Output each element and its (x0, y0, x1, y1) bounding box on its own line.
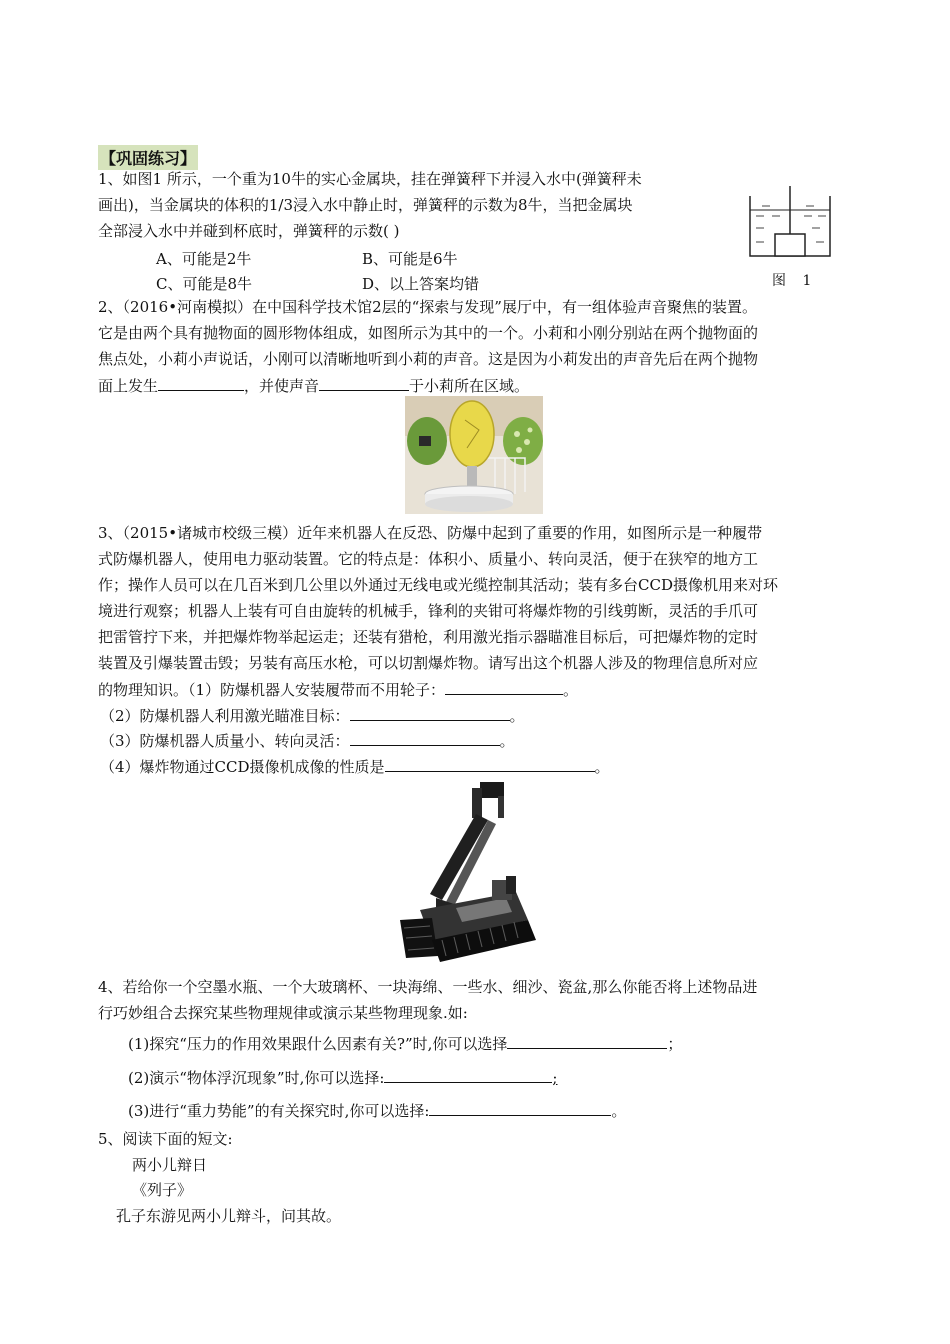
q3-line-6: 装置及引爆装置击毁；另装有高压水枪，可以切割爆炸物。请写出这个机器人涉及的物理信息所对应 (98, 654, 759, 672)
q1-line-3: 全部浸入水中并碰到杯底时，弹簧秤的示数( ) (98, 222, 400, 240)
q3-sub-3-end: 。 (499, 732, 515, 750)
sound-focus-device-photo (405, 396, 543, 514)
q2-line-1: 2、（2016•河南模拟）在中国科学技术馆2层的“探索与发现”展厅中，有一组体验声音聚焦的装置。 (98, 298, 757, 316)
q5-story-title: 两小儿辩日 (132, 1156, 208, 1174)
q2-line-2: 它是由两个具有抛物面的圆形物体组成，如图所示为其中的一个。小莉和小刚分别站在两个抛物面的 (98, 324, 759, 342)
q4-answer-blank-2[interactable] (384, 1068, 552, 1083)
q3-line-1: 3、（2015•诸城市校级三模）近年来机器人在反恐、防爆中起到了重要的作用，如图所示是一种履带 (98, 524, 763, 542)
q3-line-2: 式防爆机器人，使用电力驱动装置。它的特点是：体积小、质量小、转向灵活，便于在狭窄的地方工 (98, 550, 759, 568)
q2-text-c: 于小莉所在区域。 (409, 377, 530, 395)
bomb-disposal-robot-image (396, 780, 542, 964)
q3-sub-1-end: 。 (563, 681, 579, 699)
q4-answer-blank-3[interactable] (429, 1101, 611, 1116)
q3-sub-2-end: 。 (509, 707, 525, 725)
q3-sub-4-text: （4）爆炸物通过CCD摄像机成像的性质是 (100, 758, 385, 776)
q3-sub-2-text: （2）防爆机器人利用激光瞄准目标： (100, 707, 350, 725)
q3-sub-1-text: 的物理知识。（1）防爆机器人安装履带而不用轮子： (98, 681, 446, 699)
q4-sub-1-text: (1)探究“压力的作用效果跟什么因素有关?”时,你可以选择 (128, 1035, 508, 1053)
section-title: 【巩固练习】 (98, 145, 198, 170)
q3-sub-4-end: 。 (594, 758, 610, 776)
figure-1-caption: 图 1 (772, 273, 818, 289)
q5-story-text: 孔子东游见两小儿辩斗，问其故。 (116, 1207, 342, 1225)
q3-line-5: 把雷管拧下来，并把爆炸物举起运走；还装有猎枪，利用激光指示器瞄准目标后，可把爆炸物的定时 (98, 628, 759, 646)
q4-sub-2-end: ; (552, 1069, 558, 1087)
q3-answer-blank-3[interactable] (350, 731, 500, 746)
q4-sub-1 (128, 1034, 682, 1053)
q1-option-b: B、可能是6牛 (362, 250, 458, 268)
q2-line-3: 焦点处，小莉小声说话，小刚可以清晰地听到小莉的声音。这是因为小莉发出的声音先后在两个抛物 (98, 350, 759, 368)
q3-line-4: 境进行观察；机器人上装有可自由旋转的机械手，锋利的夹钳可将爆炸物的引线剪断，灵活的手爪可 (98, 602, 759, 620)
q1-option-a: A、可能是2牛 (156, 250, 252, 268)
q3-sub-2 (100, 706, 525, 725)
q5-line-1: 5、阅读下面的短文: (98, 1130, 233, 1148)
q4-answer-blank-1[interactable] (507, 1034, 667, 1049)
beaker-figure (742, 186, 838, 268)
q4-line-1: 4、若给你一个空墨水瓶、一个大玻璃杯、一块海绵、一些水、细沙、瓷盆,那么你能否将上述物品进 (98, 978, 758, 996)
q4-sub-3-text: (3)进行“重力势能”的有关探究时,你可以选择: (128, 1102, 430, 1120)
q5-story-source: 《列子》 (132, 1181, 193, 1199)
q1-option-d: D、以上答案均错 (362, 275, 480, 293)
q4-sub-2-text: (2)演示“物体浮沉现象”时,你可以选择: (128, 1069, 385, 1087)
q3-sub-3 (100, 731, 515, 750)
q1-line-1: 1、如图1 所示，一个重为10牛的实心金属块，挂在弹簧秤下并浸入水中(弹簧秤未 (98, 170, 642, 188)
q1-line-2: 画出)，当金属块的体积的1/3浸入水中静止时，弹簧秤的示数为8牛，当把金属块 (98, 196, 633, 214)
q4-sub-3 (128, 1101, 626, 1120)
q2-text-b: ，并使声音 (244, 377, 320, 395)
q3-sub-3-text: （3）防爆机器人质量小、转向灵活： (100, 732, 350, 750)
q3-line-3: 作；操作人员可以在几百米到几公里以外通过无线电或光缆控制其活动；装有多台CCD摄像机用来对环 (98, 576, 778, 594)
q2-answer-blank-1[interactable] (158, 376, 244, 391)
q2-answer-blank-2[interactable] (319, 376, 409, 391)
q2-line-4 (98, 376, 529, 395)
q3-answer-blank-1[interactable] (445, 680, 563, 695)
q4-sub-2 (128, 1068, 557, 1087)
q1-option-c: C、可能是8牛 (156, 275, 253, 293)
q4-sub-1-end: ； (667, 1035, 683, 1053)
q3-answer-blank-2[interactable] (350, 706, 510, 721)
q3-sub-1 (98, 680, 578, 699)
q2-text-a: 面上发生 (98, 377, 159, 395)
q4-sub-3-end: 。 (611, 1102, 627, 1120)
q4-line-2: 行巧妙组合去探究某些物理规律或演示某些物理现象.如: (98, 1004, 468, 1022)
q3-answer-blank-4[interactable] (385, 757, 595, 772)
q3-sub-4 (100, 757, 610, 776)
